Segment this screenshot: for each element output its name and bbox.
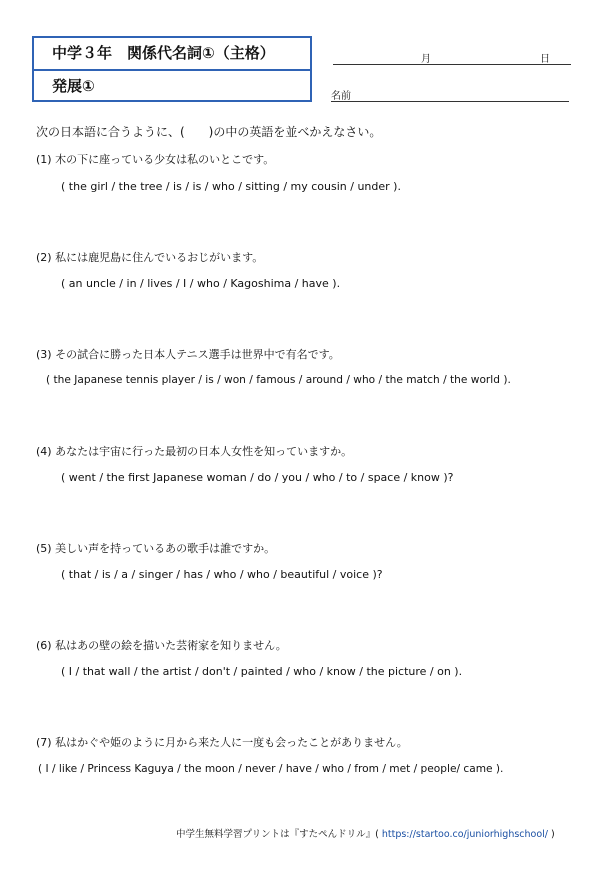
question-6-japanese: (6) 私はあの壁の絵を描いた芸術家を知りません。 [36,639,287,652]
footer [176,826,555,840]
question-5-japanese: (5) 美しい声を持っているあの歌手は誰ですか。 [36,542,276,555]
question-2-japanese: (2) 私には鹿児島に住んでいるおじがいます。 [36,251,264,264]
question-4-english: ( went / the first Japanese woman / do / you / who / to / space / know )? [61,471,454,484]
worksheet-title: 中学３年 関係代名詞①（主格） [34,38,310,71]
footer-text: 中学生無料学習プリントは『すたぺんドリル』( [176,829,382,840]
question-6-english: ( I / that wall / the artist / don't / painted / who / know / the picture / on ). [61,665,463,678]
instruction-text: 次の日本語に合うように、( )の中の英語を並べかえなさい。 [36,125,382,139]
question-1-english: ( the girl / the tree / is / is / who / sitting / my cousin / under ). [61,180,401,193]
date-line [333,64,571,65]
footer-link[interactable]: https://startoo.co/juniorhighschool/ [381,829,548,840]
name-label: 名前 [331,91,351,102]
name-line [331,101,569,102]
question-7-japanese: (7) 私はかぐや姫のように月から来た人に一度も会ったことがありません。 [36,736,408,749]
footer-close: ) [548,829,555,840]
question-1-japanese: (1) 木の下に座っている少女は私のいとこです。 [36,153,275,166]
question-5-english: ( that / is / a / singer / has / who / who / beautiful / voice )? [61,568,383,581]
title-box [32,36,312,102]
question-2-english: ( an uncle / in / lives / I / who / Kagoshima / have ). [61,277,341,290]
question-3-japanese: (3) その試合に勝った日本人テニス選手は世界中で有名です。 [36,348,340,361]
question-4-japanese: (4) あなたは宇宙に行った最初の日本人女性を知っていますか。 [36,445,353,458]
month-label: 月 [421,54,431,65]
day-label: 日 [540,54,550,65]
worksheet-subtitle: 発展① [52,77,95,95]
question-7-english: ( I / like / Princess Kaguya / the moon / never / have / who / from / met / people/ came ). [38,763,504,775]
question-3-english: ( the Japanese tennis player / is / won / famous / around / who / the match / the world ). [46,374,511,386]
